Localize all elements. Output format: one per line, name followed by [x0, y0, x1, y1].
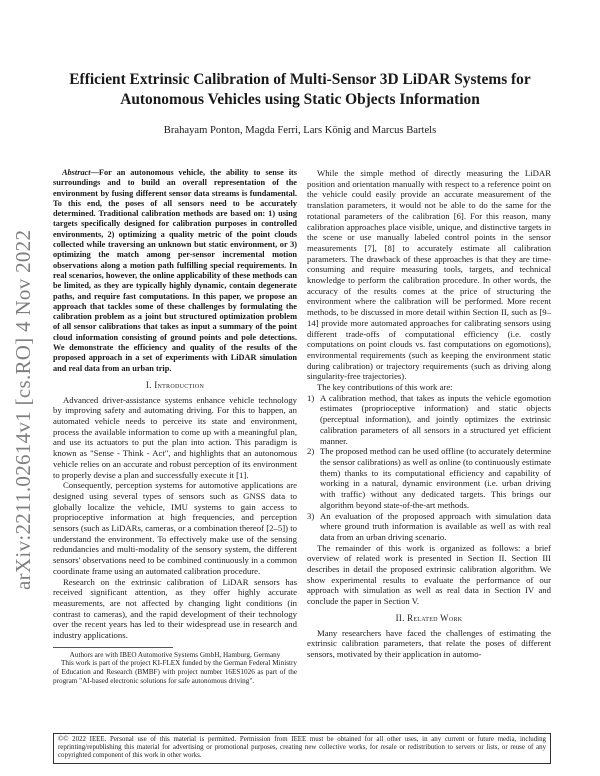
footnote-rule	[53, 647, 173, 648]
abstract-label: Abstract	[62, 168, 91, 177]
contribution-text: A calibration method, that takes as inputs the vehicle egomotion estimates (proprioceptive information) and static objects (perceptual information), and jointly optimizes the extrinsic calibration parameters of all sensors in a structured yet efficient manner.	[320, 392, 551, 446]
left-column	[53, 168, 297, 685]
abstract-text: —For an autonomous vehicle, the ability to sense its surroundings and to build an overall representation of the environment by fusing different sensor data streams is fundamental. To this end, the poses of all sensors need to be accurately determined. Traditional calibration methods are based on: 1) using targets specifically designed for calibration purposes in controlled environments, 2) optimizing a quality metric of the point clouds collected while traversing an unknown but static environment, or 3) optimizing the match among per-sensor incremental motion observations along a motion path fulfilling special requirements. In real scenarios, however, the online applicability of these methods can be limited, as they are typically highly dynamic, contain degenerate paths, and require fast computations. In this paper, we propose an approach that tackles some of these challenges by formulating the calibration problem as a joint but structured optimization problem of all sensor calibrations that takes as input a summary of the point cloud information consisting of ground points and pole detections. We demonstrate the efficiency and quality of the results of the proposed approach in a set of experiments with LiDAR simulation and real data from an urban trip.	[53, 168, 297, 373]
right-column	[307, 168, 551, 660]
section-heading-introduction: I. Introduction	[145, 379, 205, 390]
contributions-list	[307, 393, 551, 543]
intro-paragraph: Advanced driver-assistance systems enhance vehicle technology by improving safety and automating driving. For this to happen, an automated vehicle needs to perceive its state and environment, process the available information to come up with a meaningful plan, and use its actuators to put the plan into action. This paradigm is known as "Sense - Think - Act", and highlights that an autonomous vehicle relies on an accurate and robust perception of its environment to properly devise a plan and successfully execute it [1].	[53, 394, 297, 480]
contribution-item	[307, 511, 551, 543]
contribution-text: An evaluation of the proposed approach with simulation data where ground truth information is available as well as with real data from an urban driving scenario.	[320, 510, 551, 542]
footnote-funding: This work is part of the project KI-FLEX funded by the German Federal Ministry of Education and Research (BMBF) with project number 16ES1026 as part of the program "AI-based electronic solutions for safe autonomous driving".	[53, 659, 297, 685]
arxiv-stamp: arXiv:2211.02614v1 [cs.RO] 4 Nov 2022	[11, 229, 35, 590]
contributions-intro: The key contributions of this work are:	[317, 382, 453, 393]
contribution-text: The proposed method can be used offline (to accurately determine the sensor calibrations) as well as online (to continuously estimate them) thanks to its computational efficiency and capability of working in a natural, dynamic environment (i.e. urban driving with traffic) without any dedicated targets. This brings our algorithm beyond state-of-the-art methods.	[320, 446, 551, 510]
paper-authors: Brahayam Ponton, Magda Ferri, Lars König and Marcus Bartels	[163, 125, 437, 136]
footnote-affiliation: Authors are with IBEO Automotive Systems GmbH, Hamburg, Germany	[69, 650, 281, 659]
contribution-item	[307, 393, 551, 447]
section-heading-related-work: II. Related Work	[395, 612, 463, 623]
intro-paragraph: Research on the extrinsic calibration of LiDAR sensors has received significant attention, as they offer highly accurate measurements, are not affected by changing light conditions (in contrast to cameras), and the rapid development of their technology over the recent years has led to their widespread use in research and industry applications.	[53, 576, 297, 641]
copyright-notice: ©© 2022 IEEE. Personal use of this material is permitted. Permission from IEEE must be obtained for all other uses, in any current or future media, including reprinting/republishing this material for advertising or promotional purposes, creating new collective works, for resale or redistribution to servers or lists, or reuse of any copyrighted component of this work in other works.	[53, 733, 551, 764]
contribution-number: 3)	[307, 510, 315, 521]
contribution-number: 2)	[307, 446, 315, 457]
intro-paragraph: Consequently, perception systems for automotive applications are designed using several types of sensors such as GNSS data to globally localize the vehicle, IMU systems to gain access to proprioceptive information at high frequencies, and perception sensors (such as LiDARs, cameras, or a combination thereof [2–5]) to understand the environment. To effectively make use of the sensing redundancies and multi-modality of the sensory system, the different sensors' observations need to be combined continuously in a common coordinate frame using an automated calibration procedure.	[53, 480, 297, 576]
related-work-paragraph: Many researchers have faced the challenges of estimating the extrinsic calibration parameters, that relate the poses of different sensors, motivated by their application in automo-	[307, 627, 551, 659]
contribution-item	[307, 446, 551, 510]
contribution-number: 1)	[307, 392, 315, 403]
remainder-paragraph: The remainder of this work is organized as follows: a brief overview of related work is presented in Section II. Section III describes in detail the proposed extrinsic calibration algorithm. We show experimental results to evaluate the performance of our approach with simulation as well as real data in Section IV and conclude the paper in Section V.	[307, 542, 551, 607]
paper-title: Efficient Extrinsic Calibration of Multi-Sensor 3D LiDAR Systems for Autonomous Vehicles using Static Objects Information	[69, 71, 531, 108]
body-paragraph: While the simple method of directly measuring the LiDAR position and orientation manually with respect to a reference point on the vehicle could easily provide an accurate measurement of the translation parameters, it would not be able to do the same for the rotational parameters of the calibration [6]. For this reason, many calibration approaches place visible, unique, and distinctive targets in the scene or use manually labeled control points in the sensor measurements [7], [8] to accurately estimate all calibration parameters. The drawback of these approaches is that they are time-consuming and require measuring tools, targets, and technical knowledge to perform the calibration procedure. In other words, the accuracy of the results comes at the price of structuring the environment where the calibration will be performed. More recent methods, to be discussed in more detail within Section II, such as [9–14] provide more automated approaches for calibrating sensors using different trade-offs of computational efficiency (i.e. costly computations on point clouds vs. fast computations on egomotions), environmental requirements (such as keeping the environment static during calibration) or trajectory requirements (such as driving along singularity-free trajectories).	[307, 168, 551, 382]
abstract	[53, 168, 297, 374]
